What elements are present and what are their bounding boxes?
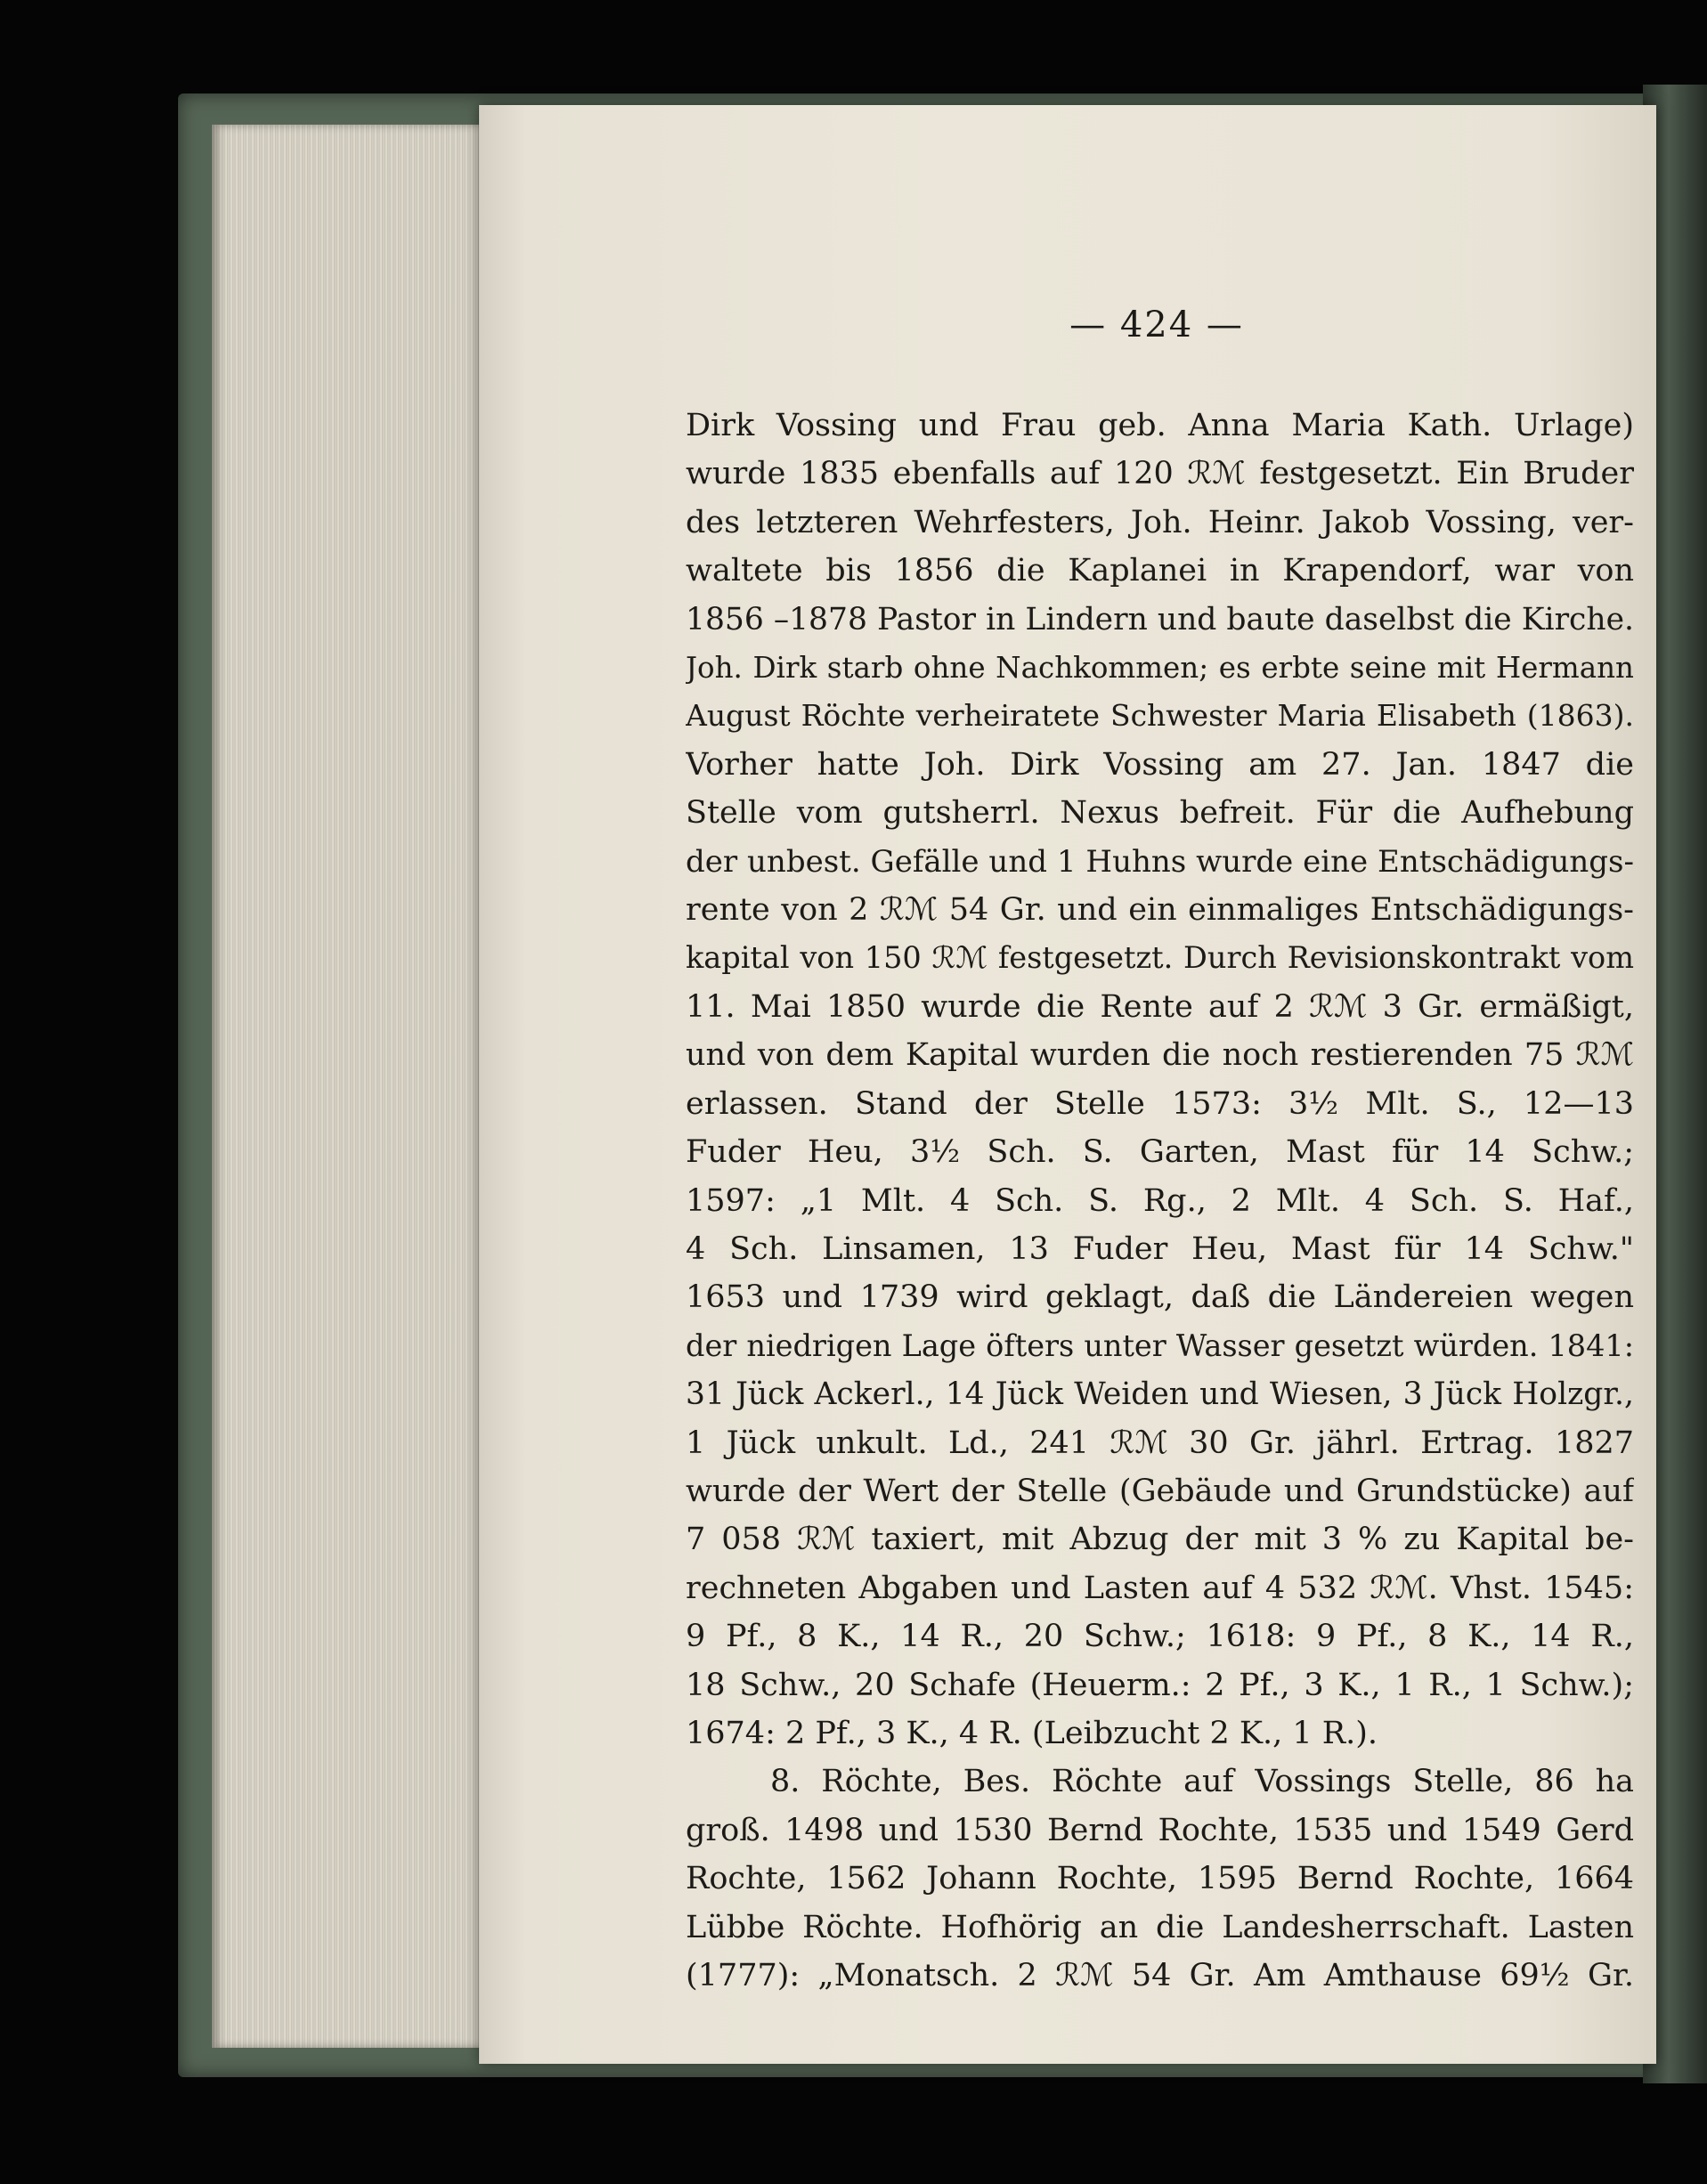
text-line: 1856 –1878 Pastor in Lindern und baute daselbst die Kirche. <box>686 601 1634 637</box>
text-line: wurde 1835 ebenfalls auf 120 ℛℳ festgesetzt. Ein Bruder <box>686 456 1634 492</box>
text-line: groß. 1498 und 1530 Bernd Rochte, 1535 und 1549 Gerd <box>686 1812 1634 1848</box>
text-line: 1653 und 1739 wird geklagt, daß die Ländereien wegen <box>686 1279 1634 1316</box>
text-line: 18 Schw., 20 Schafe (Heuerm.: 2 Pf., 3 K., 1 R., 1 Schw.); <box>686 1667 1634 1703</box>
text-line: Vorher hatte Joh. Dirk Vossing am 27. Jan. 1847 die <box>686 746 1634 783</box>
text-line: 1674: 2 Pf., 3 K., 4 R. (Leibzucht 2 K., 1 R.). <box>686 1715 1378 1751</box>
page-number: — 424 — <box>1069 304 1244 345</box>
paragraph <box>686 402 1634 1758</box>
text-line: kapital von 150 ℛℳ festgesetzt. Durch Revisionskontrakt vom <box>686 940 1634 976</box>
text-line: des letzteren Wehrfesters, Joh. Heinr. Jakob Vossing, ver- <box>686 504 1634 540</box>
text-line: erlassen. Stand der Stelle 1573: 3½ Mlt. S., 12—13 <box>686 1085 1634 1122</box>
book-page <box>479 105 1656 2064</box>
text-line: Joh. Dirk starb ohne Nachkommen; es erbte seine mit Hermann <box>686 651 1634 686</box>
text-line: Lübbe Röchte. Hofhörig an die Landesherrschaft. Lasten <box>686 1909 1634 1945</box>
paragraph <box>686 1758 1634 2000</box>
text-line: 1597: „1 Mlt. 4 Sch. S. Rg., 2 Mlt. 4 Sch. S. Haf., <box>686 1182 1634 1219</box>
text-line: der niedrigen Lage öfters unter Wasser gesetzt würden. 1841: <box>686 1327 1634 1363</box>
page-stack-edges <box>212 125 479 2048</box>
text-line: rechneten Abgaben und Lasten auf 4 532 ℛℳ. Vhst. 1545: <box>686 1570 1634 1606</box>
text-line: rente von 2 ℛℳ 54 Gr. und ein einmaliges Entschädigungs- <box>686 892 1634 929</box>
text-line: Dirk Vossing und Frau geb. Anna Maria Kath. Urlage) <box>686 408 1634 443</box>
text-line: Rochte, 1562 Johann Rochte, 1595 Bernd Rochte, 1664 <box>686 1861 1634 1897</box>
text-line: und von dem Kapital wurden die noch restierenden 75 ℛℳ <box>686 1037 1634 1074</box>
text-line: Stelle vom gutsherrl. Nexus befreit. Für die Aufhebung <box>686 795 1634 832</box>
text-line: wurde der Wert der Stelle (Gebäude und Grundstücke) auf <box>686 1473 1634 1509</box>
text-line: Fuder Heu, 3½ Sch. S. Garten, Mast für 14 Schw.; <box>686 1134 1634 1171</box>
text-line: August Röchte verheiratete Schwester Maria Elisabeth (1863). <box>686 698 1634 734</box>
text-line: 1 Jück unkult. Ld., 241 ℛℳ 30 Gr. jährl. Ertrag. 1827 <box>686 1425 1634 1461</box>
text-line: 7 058 ℛℳ taxiert, mit Abzug der mit 3 % zu Kapital be- <box>686 1522 1634 1558</box>
text-line: waltete bis 1856 die Kaplanei in Krapendorf, war von <box>686 553 1634 589</box>
page-text <box>686 402 1634 2000</box>
text-line: der unbest. Gefälle und 1 Huhns wurde eine Entschädigungs- <box>686 843 1634 880</box>
text-line: 11. Mai 1850 wurde die Rente auf 2 ℛℳ 3 Gr. ermäßigt, <box>686 988 1634 1025</box>
text-line: 8. Röchte, Bes. Röchte auf Vossings Stelle, 86 ha <box>770 1764 1634 1800</box>
text-line: (1777): „Monatsch. 2 ℛℳ 54 Gr. Am Amthause 69½ Gr. <box>686 1958 1634 1993</box>
text-line: 4 Sch. Linsamen, 13 Fuder Heu, Mast für 14 Schw." <box>686 1230 1634 1267</box>
text-line: 9 Pf., 8 K., 14 R., 20 Schw.; 1618: 9 Pf., 8 K., 14 R., <box>686 1619 1634 1655</box>
text-line: 31 Jück Ackerl., 14 Jück Weiden und Wiesen, 3 Jück Holzgr., <box>686 1376 1634 1413</box>
